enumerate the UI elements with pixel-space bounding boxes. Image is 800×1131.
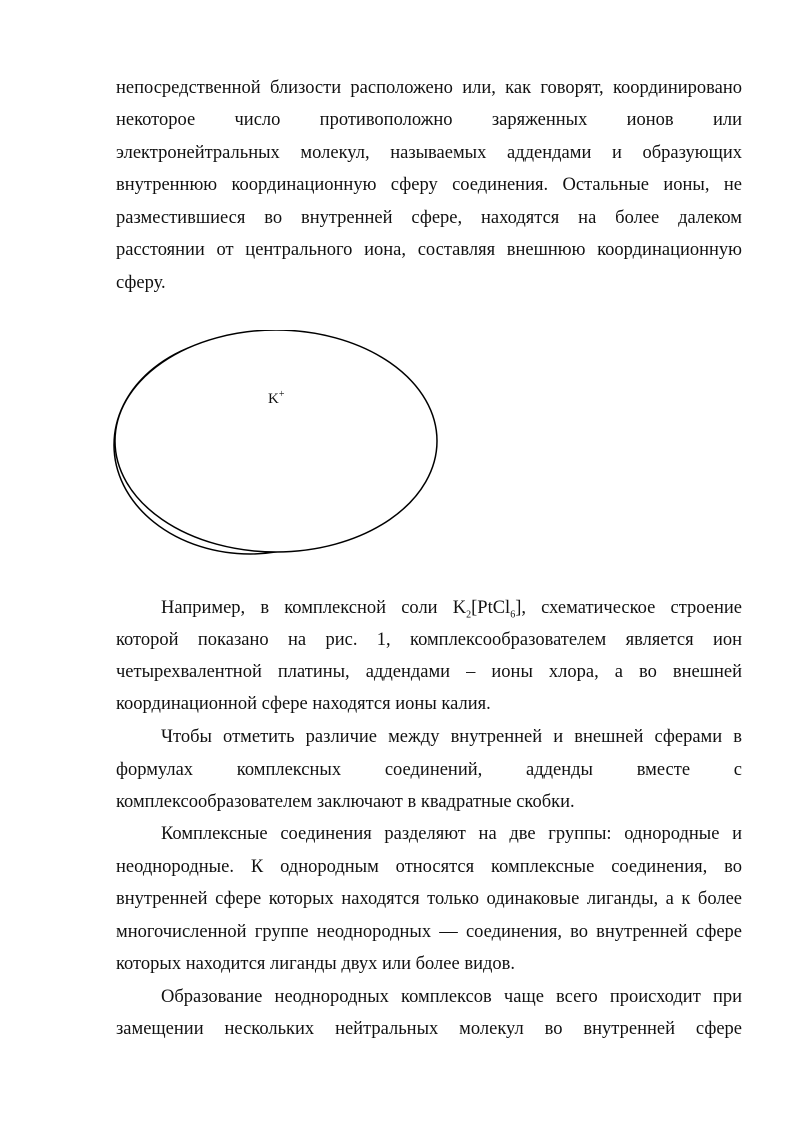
paragraph-1-line-4: внутреннюю координационную сферу соединения. Остальные ионы, не <box>116 175 742 195</box>
paragraph-1-line-3: электронейтральных молекул, называемых аддендами и образующих <box>116 143 742 163</box>
paragraph-1-line-6: расстоянии от центрального иона, составляя внешнюю координационную <box>116 240 742 260</box>
paragraph-1-line-1: непосредственной близости расположено или, как говорят, координировано <box>116 78 742 98</box>
paragraph-3-line-1: Чтобы отметить различие между внутренней и внешней сферами в <box>161 727 742 747</box>
paragraph-5-line-1: Образование неоднородных комплексов чаще всего происходит при <box>161 987 742 1007</box>
potassium-ion-label: K+ <box>268 389 285 407</box>
complex-figure <box>110 330 445 562</box>
paragraph-3-line-2: формулах комплексных соединений, адденды вместе с <box>116 760 742 780</box>
paragraph-1-line-7: сферу. <box>116 273 166 293</box>
paragraph-5-line-2: замещении нескольких нейтральных молекул во внутренней сфере <box>116 1019 742 1039</box>
paragraph-1-line-2: некоторое число противоположно заряженных ионов или <box>116 110 742 130</box>
paragraph-2-line-1: Например, в комплексной соли $K_2[PtCl_6]$, схематическое строение <box>161 598 743 621</box>
paragraph-2-line-4: координационной сфере находятся ионы калия. <box>116 694 491 714</box>
paragraph-1-line-5: разместившиеся во внутренней сфере, находятся на более далеком <box>116 208 742 228</box>
paragraph-2-line-2: которой показано на рис. 1, комплексообразователем является ион <box>116 630 742 650</box>
paragraph-2-line-3: четырехвалентной платины, аддендами – ионы хлора, а во внешней <box>116 662 742 682</box>
paragraph-4-line-2: неоднородные. К однородным относятся комплексные соединения, во <box>116 857 742 877</box>
paragraph-3-line-3: комплексообразователем заключают в квадратные скобки. <box>116 792 575 812</box>
inner-sphere-ellipse <box>115 330 437 552</box>
paragraph-4-line-5: которых находится лиганды двух или более видов. <box>116 954 515 974</box>
paragraph-4-line-4: многочисленной группе неоднородных — соединения, во внутренней сфере <box>116 922 742 942</box>
paragraph-4-line-3: внутренней сфере которых находятся только одинаковые лиганды, а к более <box>116 889 742 909</box>
paragraph-4-line-1: Комплексные соединения разделяют на две группы: однородные и <box>161 824 742 844</box>
